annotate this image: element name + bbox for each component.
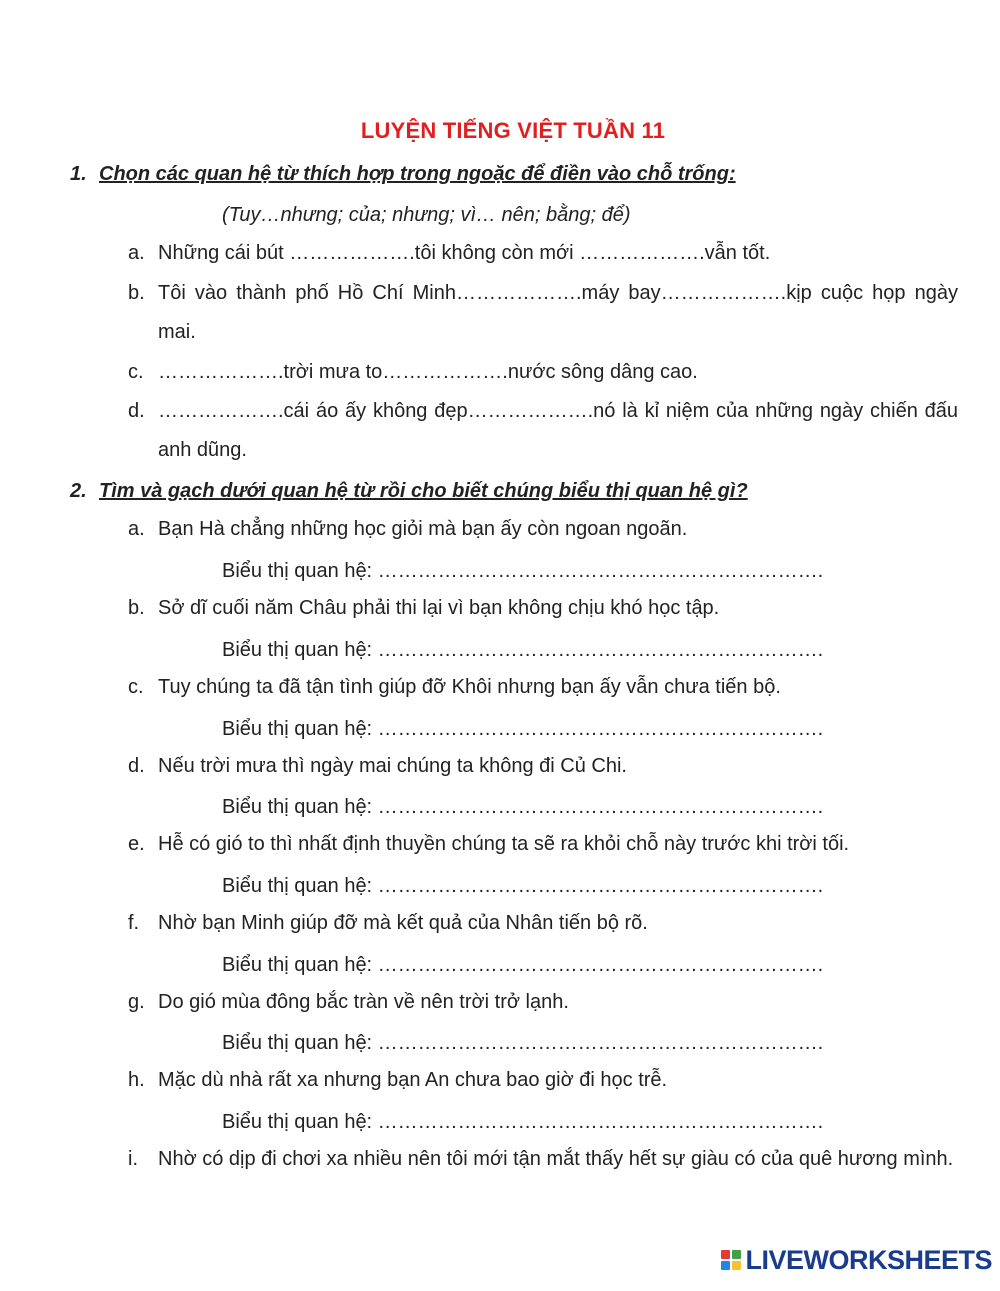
fill-blank-sentence[interactable]: Những cái bút ……………….tôi không còn mới ……………….vẫn tốt. (158, 242, 771, 264)
q2-item-f (128, 904, 958, 943)
q2-item-h (128, 1061, 958, 1100)
q2-item-e (128, 825, 958, 864)
question-text: Tìm và gạch dưới quan hệ từ rồi cho biết chúng biểu thị quan hệ gì? (99, 480, 748, 502)
q2-item-d (128, 747, 958, 786)
fill-blank-sentence[interactable]: ……………….trời mưa to……………….nước sông dâng cao. (158, 361, 698, 383)
question-2-heading (70, 480, 748, 503)
item-label: h. (128, 1069, 145, 1091)
item-label: d. (128, 755, 145, 777)
liveworksheets-logo-icon (721, 1250, 741, 1270)
answer-line[interactable]: Biểu thị quan hệ: …………………………………………………………. (222, 718, 824, 740)
fill-blank-sentence[interactable]: Tôi vào thành phố Hồ Chí Minh……………….máy bay……………….kịp cuộc họp ngày mai. (158, 282, 958, 343)
item-label: e. (128, 833, 145, 855)
q1-item-a (128, 234, 958, 273)
sentence: Tuy chúng ta đã tận tình giúp đỡ Khôi nhưng bạn ấy vẫn chưa tiến bộ. (158, 676, 781, 698)
q1-item-b (128, 274, 958, 352)
fill-blank-sentence[interactable]: ……………….cái áo ấy không đẹp……………….nó là kỉ niệm của những ngày chiến đấu anh dũng. (158, 400, 958, 461)
q2-item-a (128, 510, 958, 549)
sentence: Bạn Hà chẳng những học giỏi mà bạn ấy còn ngoan ngoãn. (158, 518, 688, 540)
sentence: Nếu trời mưa thì ngày mai chúng ta không đi Củ Chi. (158, 755, 627, 777)
sentence: Do gió mùa đông bắc tràn về nên trời trở lạnh. (158, 991, 569, 1013)
sentence: Nhờ bạn Minh giúp đỡ mà kết quả của Nhân tiến bộ rõ. (158, 912, 648, 934)
item-label: c. (128, 676, 144, 698)
q2-item-i (128, 1140, 958, 1179)
answer-line[interactable]: Biểu thị quan hệ: …………………………………………………………. (222, 560, 824, 582)
sentence: Sở dĩ cuối năm Châu phải thi lại vì bạn không chịu khó học tập. (158, 597, 720, 619)
item-label: b. (128, 597, 145, 619)
answer-line[interactable]: Biểu thị quan hệ: …………………………………………………………. (222, 875, 824, 897)
question-number: 2. (70, 480, 87, 502)
item-label: i. (128, 1148, 138, 1170)
item-label: b. (128, 282, 145, 304)
answer-line[interactable]: Biểu thị quan hệ: …………………………………………………………. (222, 1032, 824, 1054)
item-label: d. (128, 400, 145, 422)
brand-text: LIVEWORKSHEETS (745, 1244, 992, 1275)
q1-item-d (128, 392, 958, 470)
item-label: g. (128, 991, 145, 1013)
sentence: Hễ có gió to thì nhất định thuyền chúng ta sẽ ra khỏi chỗ này trước khi trời tối. (158, 833, 850, 855)
q1-item-c (128, 353, 958, 392)
question-text: Chọn các quan hệ từ thích hợp trong ngoặc để điền vào chỗ trống: (99, 163, 736, 185)
item-label: f. (128, 912, 140, 934)
answer-line[interactable]: Biểu thị quan hệ: …………………………………………………………. (222, 796, 824, 818)
q2-item-c (128, 668, 958, 707)
item-label: a. (128, 242, 145, 264)
item-label: a. (128, 518, 145, 540)
q2-item-g (128, 983, 958, 1022)
answer-line[interactable]: Biểu thị quan hệ: …………………………………………………………. (222, 954, 824, 976)
question-number: 1. (70, 163, 87, 185)
answer-line[interactable]: Biểu thị quan hệ: …………………………………………………………. (222, 1111, 824, 1133)
answer-line[interactable]: Biểu thị quan hệ: …………………………………………………………. (222, 639, 824, 661)
liveworksheets-brand (721, 1245, 992, 1275)
worksheet-title: LUYỆN TIẾNG VIỆT TUẦN 11 (360, 118, 666, 143)
word-options-hint: (Tuy…nhưng; của; nhưng; vì… nên; bằng; để) (222, 204, 631, 226)
q2-item-b (128, 589, 958, 628)
sentence: Nhờ có dịp đi chơi xa nhiều nên tôi mới tận mắt thấy hết sự giàu có của quê hương mình. (158, 1148, 954, 1170)
question-1-heading (70, 163, 736, 186)
item-label: c. (128, 361, 144, 383)
sentence: Mặc dù nhà rất xa nhưng bạn An chưa bao giờ đi học trễ. (158, 1069, 668, 1091)
